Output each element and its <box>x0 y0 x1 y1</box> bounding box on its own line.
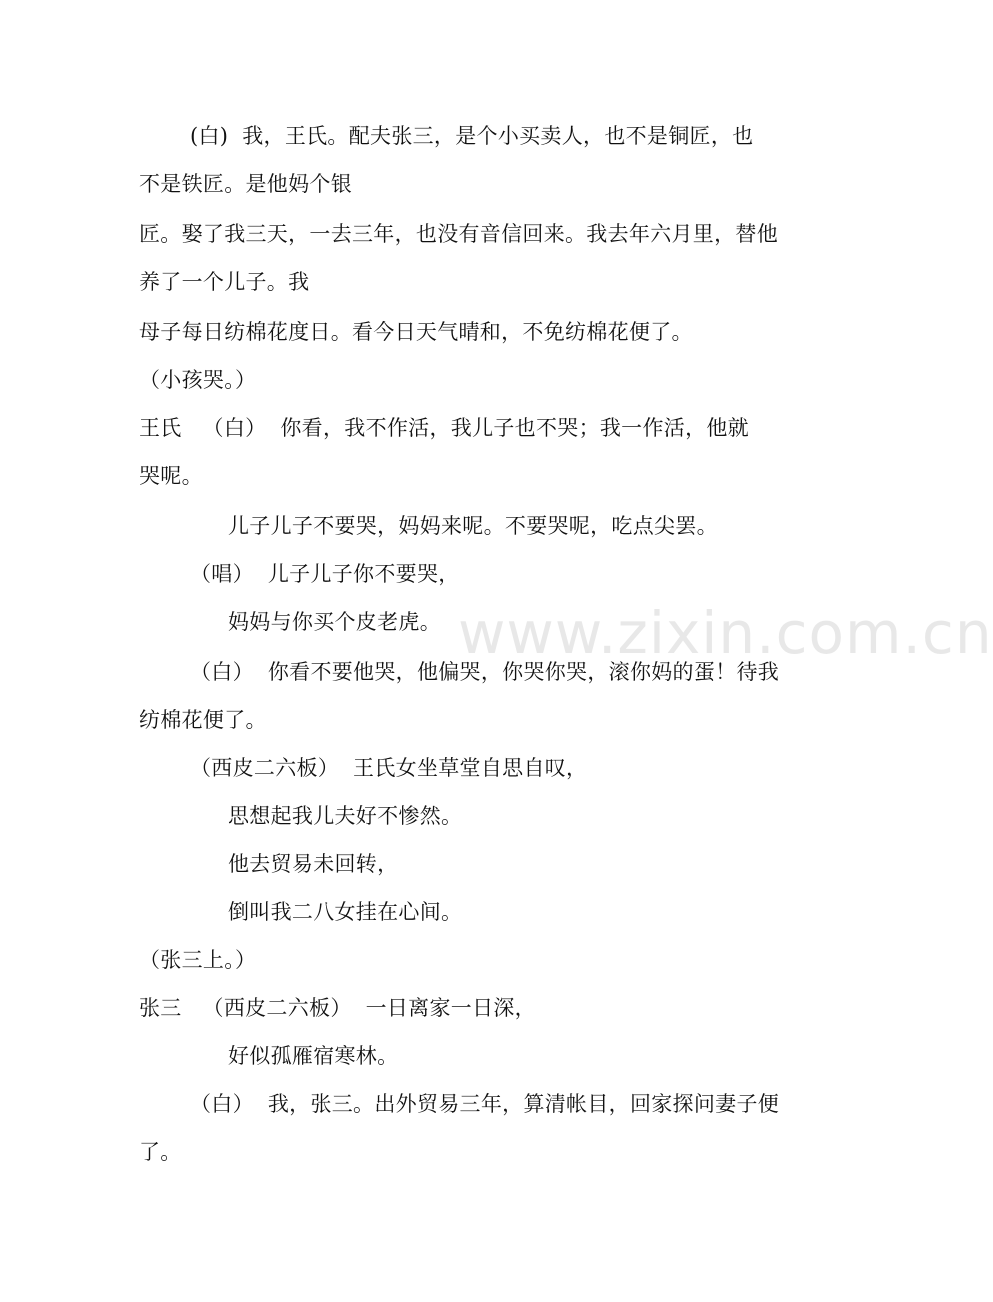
text-line: 倒叫我二八女挂在心间。 <box>228 900 463 924</box>
text-line: 不是铁匠。是他妈个银 <box>139 172 352 196</box>
text-line: 儿子儿子不要哭，妈妈来呢。不要哭呢，吃点尖罢。 <box>228 514 718 538</box>
text-line: 哭呢。 <box>139 464 203 488</box>
text-line: 母子每日纺棉花度日。看今日天气晴和，不免纺棉花便了。 <box>139 320 693 344</box>
text-line: （西皮二六板） 王氏女坐草堂自思自叹， <box>190 756 588 780</box>
text-line: (白) 我，王氏。配夫张三，是个小买卖人，也不是铜匠，也 <box>190 124 754 148</box>
text-line: 张三 （西皮二六板） 一日离家一日深， <box>139 996 536 1020</box>
text-line: 匠。娶了我三天，一去三年，也没有音信回来。我去年六月里，替他 <box>139 222 778 246</box>
text-line: 王氏 （白） 你看，我不作活，我儿子也不哭；我一作活，他就 <box>139 416 749 440</box>
text-line: 了。 <box>139 1140 182 1164</box>
text-line: 纺棉花便了。 <box>139 708 267 732</box>
text-line: （白） 我，张三。出外贸易三年，算清帐目，回家探问妻子便 <box>190 1092 780 1116</box>
stage-direction: （张三上。） <box>139 948 257 972</box>
text-line: （白） 你看不要他哭，他偏哭，你哭你哭，滚你妈的蛋！待我 <box>190 660 780 684</box>
text-line: 好似孤雁宿寒林。 <box>228 1044 399 1068</box>
text-line: 妈妈与你买个皮老虎。 <box>228 610 441 634</box>
text-line: 他去贸易未回转， <box>228 852 399 876</box>
text-line: （唱） 儿子儿子你不要哭， <box>190 562 460 586</box>
text-line: 养了一个儿子。我 <box>139 270 310 294</box>
stage-direction: （小孩哭。） <box>139 368 257 392</box>
watermark-text: www.zixin.com.cn <box>458 599 993 667</box>
text-line: 思想起我儿夫好不惨然。 <box>228 804 463 828</box>
